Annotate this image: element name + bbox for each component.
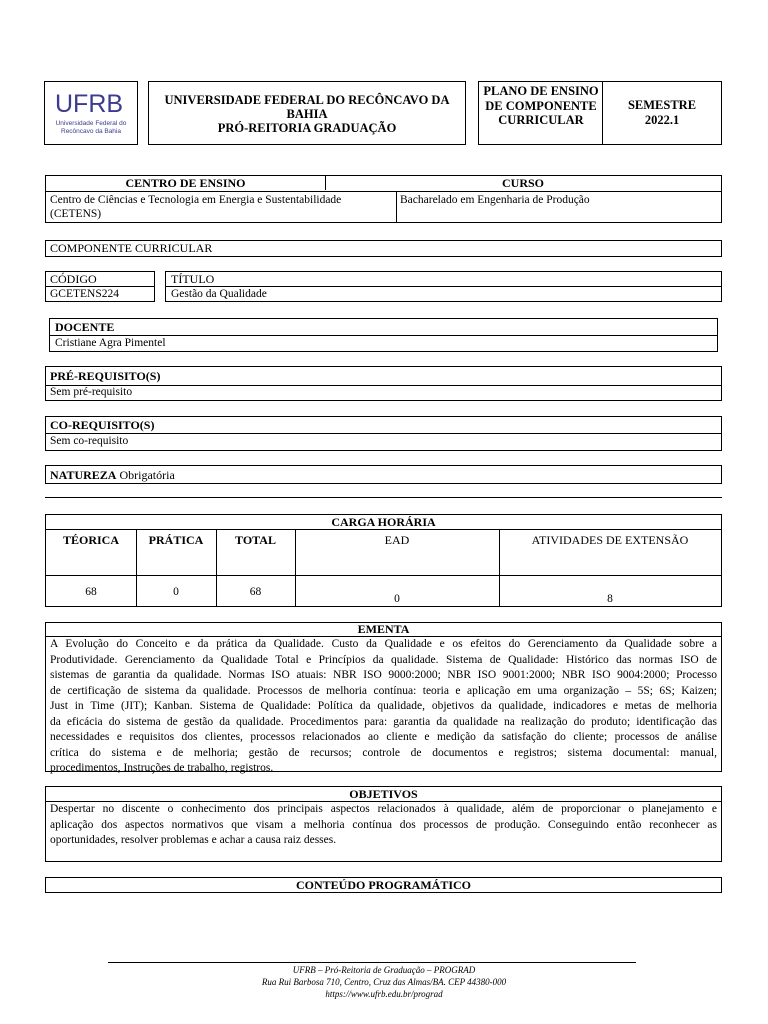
ementa-title: EMENTA <box>357 622 410 636</box>
ementa-line: Just in Time (JIT); Kanban. Sistema de Qualidade: Política da qualidade, objetivos da qualidade, indicadores e metas de melhoria <box>50 700 717 712</box>
carga-header-ead: EAD <box>384 533 410 547</box>
objetivos-line: aplicação dos aspectos normativos que visam a melhoria contínua dos processos de produção. Conseguindo então reconhecer as <box>50 818 717 831</box>
titulo-label: TÍTULO <box>171 272 215 286</box>
natureza-label: NATUREZA <box>50 468 117 482</box>
footer-line-1: UFRB – Pró-Reitoria de Graduação – PROGRAD <box>292 965 476 975</box>
co-requisito-value: Sem co-requisito <box>50 435 129 447</box>
pre-requisito-box <box>45 366 722 401</box>
ementa-line: de certificação de sistema da qualidade. Processos de melhoria contínua: teoria e aplicação em uma organização – 5S; 6S; Kaizen; <box>50 684 717 697</box>
pre-requisito-label: PRÉ-REQUISITO(S) <box>50 369 161 383</box>
titulo-box <box>165 271 722 302</box>
codigo-box <box>45 271 155 302</box>
logo-text: UFRB <box>55 90 124 118</box>
objetivos-text <box>50 802 717 849</box>
ementa-line: A Evolução do Conceito e da prática da Qualidade. Custo da Qualidade e os efeitos do Gerenciamento da Qualidade sobre a <box>50 638 717 650</box>
divider <box>45 497 722 498</box>
footer-link[interactable]: https://www.ufrb.edu.br/prograd <box>325 989 443 999</box>
carga-horaria-table <box>45 514 722 607</box>
ementa-line: necessidades e requisitos dos clientes, processos relacionados ao cliente e medição da satisfação do cliente; processos de análise <box>50 731 717 743</box>
footer-divider <box>108 962 636 963</box>
semestre-value: 2022.1 <box>644 113 680 127</box>
carga-header-teorica: TÉORICA <box>62 533 119 547</box>
carga-value-ead: 0 <box>394 593 400 605</box>
componente-label: COMPONENTE CURRICULAR <box>50 241 213 255</box>
docente-value: Cristiane Agra Pimentel <box>55 337 166 349</box>
plano-header <box>478 81 722 145</box>
footer-line-2: Rua Rui Barbosa 710, Centro, Cruz das Almas/BA. CEP 44380-000 <box>261 977 507 987</box>
semestre-label: SEMESTRE <box>627 98 697 112</box>
codigo-label: CÓDIGO <box>50 272 97 286</box>
carga-value-total: 68 <box>249 586 262 598</box>
university-name: UNIVERSIDADE FEDERAL DO RECÔNCAVO DA BAHIA <box>164 93 450 121</box>
ufrb-logo <box>44 81 138 145</box>
university-header <box>148 81 466 145</box>
curso-label: CURSO <box>501 176 544 190</box>
ementa-text <box>50 637 717 777</box>
natureza-box <box>45 465 722 484</box>
ementa-line: crítica do sistema e de melhoria; gestão de recursos; controle de documentos e registros; sistema documental: manual, <box>50 746 717 759</box>
logo-subtitle: Universidade Federal do Recôncavo da Bahia <box>55 120 127 135</box>
centro-label: CENTRO DE ENSINO <box>125 176 246 190</box>
pre-requisito-value: Sem pré-requisito <box>50 386 133 398</box>
ementa-line: Produtividade. Gerenciamento da Qualidade Total e Princípios da qualidade. Sistema de Qualidade: Histórico das normas ISO de <box>50 653 717 666</box>
ementa-line: sistemas de garantia da qualidade. Normas ISO atuais: NBR ISO 9000:2000; NBR ISO 9001:2000; NBR ISO 9004:2000; Processo <box>50 669 717 681</box>
codigo-value: GCETENS224 <box>50 288 119 300</box>
objetivos-line: oportunidades, resolver problemas e achar a causa raiz desses. <box>50 834 337 846</box>
carga-header-total: TOTAL <box>235 533 276 547</box>
curso-value: Bacharelado em Engenharia de Produção <box>400 194 590 206</box>
centro-curso-table <box>45 175 722 223</box>
conteudo-title: CONTEÚDO PROGRAMÁTICO <box>295 878 471 892</box>
plano-label: PLANO DE ENSINO DE COMPONENTE CURRICULAR <box>483 84 599 127</box>
objetivos-line: Despertar no discente o conhecimento dos principais aspectos relacionados à qualidade, além de proporcionar o planejamento e <box>50 803 717 815</box>
componente-row <box>45 240 722 257</box>
conteudo-box <box>45 877 722 893</box>
ementa-box <box>45 622 722 772</box>
objetivos-box <box>45 786 722 862</box>
carga-header-extensao: ATIVIDADES DE EXTENSÃO <box>531 533 689 547</box>
carga-value-teorica: 68 <box>85 586 97 598</box>
docente-label: DOCENTE <box>55 320 115 334</box>
ementa-line: procedimentos, Instruções de trabalho, registros. <box>50 762 274 774</box>
co-requisito-box <box>45 416 722 451</box>
carga-value-pratica: 0 <box>173 586 179 598</box>
ementa-line: da eficácia do sistema de gestão da qualidade. Procedimentos para: garantia da qualidade na realização do produto; identificação das <box>50 715 717 728</box>
titulo-value: Gestão da Qualidade <box>171 288 267 300</box>
pro-reitoria: PRÓ-REITORIA GRADUAÇÃO <box>217 121 397 135</box>
centro-value: Centro de Ciências e Tecnologia em Energia e Sustentabilidade (CETENS) <box>50 194 342 220</box>
objetivos-title: OBJETIVOS <box>349 787 418 801</box>
carga-header-pratica: PRÁTICA <box>148 533 204 547</box>
co-requisito-label: CO-REQUISITO(S) <box>50 418 155 432</box>
carga-value-extensao: 8 <box>607 593 613 605</box>
carga-title: CARGA HORÁRIA <box>331 515 436 529</box>
docente-box <box>49 318 718 352</box>
natureza-value: Obrigatória <box>119 468 175 482</box>
